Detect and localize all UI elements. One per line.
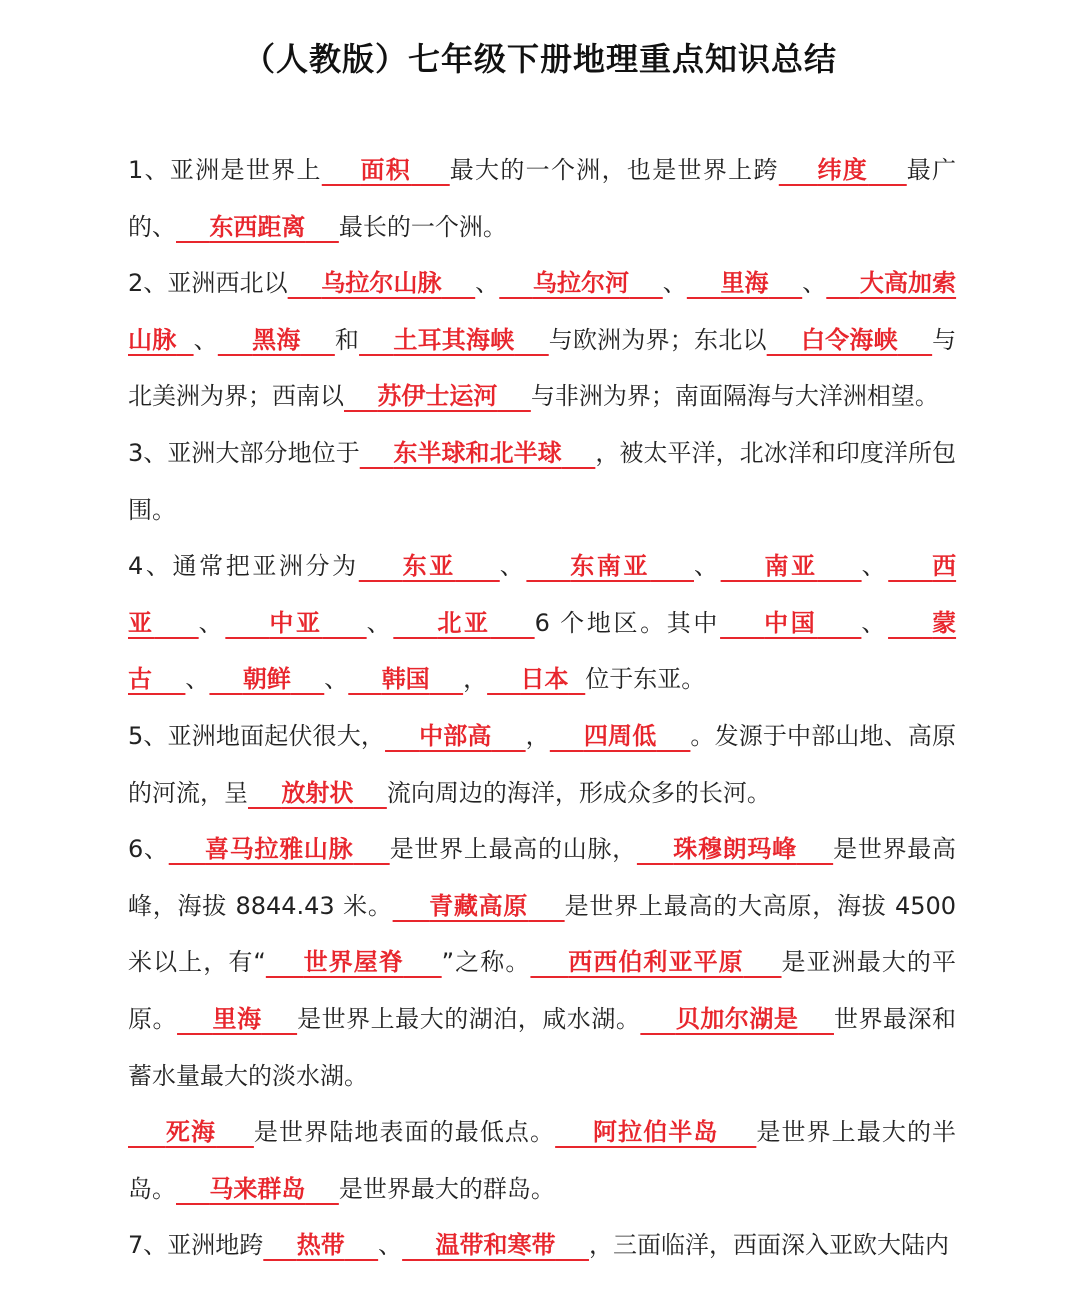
text: 流向周边的海洋，形成众多的长河。: [386, 778, 771, 807]
text: 是世界上最大的半岛。: [128, 1118, 957, 1203]
text: 最大的一个洲，也是世界上跨: [449, 156, 779, 184]
answer-blank: 蒙古: [128, 608, 957, 694]
answer-blank: 西亚: [128, 552, 957, 637]
answer-blank: 温带和寒带: [435, 1231, 556, 1260]
answer-blank: 里海: [212, 1004, 262, 1033]
answer-blank: 中部高: [419, 721, 492, 750]
text: 是亚洲最大的平原。: [128, 948, 957, 1033]
answer-blank: 贝加尔湖是: [675, 1004, 799, 1033]
answer-blank: 南亚: [764, 552, 818, 581]
text: 位于东亚。: [585, 665, 706, 694]
answer-blank: 死海: [165, 1118, 217, 1147]
text: 4、通常把亚洲分为: [128, 552, 359, 581]
paragraph-3: [128, 425, 956, 538]
answer-blank: 青藏高原: [429, 891, 529, 920]
text: 与非洲为界；南面隔海与大洋洲相望。: [530, 382, 939, 411]
answer-blank: 阿拉伯半岛: [592, 1118, 719, 1147]
text: 世界最深和蓄水量最大的淡水湖。: [128, 1004, 957, 1090]
answer-blank: 东亚: [402, 552, 456, 581]
answer-blank: 热带: [296, 1231, 345, 1260]
text: 、: [861, 608, 889, 637]
text: 与欧洲为界；东北以: [548, 325, 767, 354]
text: 和: [334, 325, 360, 354]
text: 是世界最高峰，海拔 8844.43 米。: [128, 835, 957, 920]
text: 是世界上最大的湖泊，咸水湖。: [297, 1004, 641, 1033]
text: 、: [378, 1231, 403, 1260]
text: 、: [198, 608, 226, 637]
text: 、: [662, 269, 687, 298]
paragraph-5: [128, 708, 956, 821]
text: 是世界上最高的大高原，海拔 4500 米以上，有“: [128, 891, 957, 977]
text: 6、: [128, 835, 169, 864]
answer-blank: 世界屋脊: [303, 948, 404, 977]
answer-blank: 北亚: [437, 608, 491, 637]
answer-blank: 乌拉尔河: [532, 269, 630, 298]
text: 、: [193, 325, 218, 354]
text: ，被太平洋，北冰洋和印度洋所包围。: [128, 438, 957, 524]
answer-blank: 韩国: [381, 665, 430, 694]
text: ”之称。: [441, 948, 531, 977]
text: 、: [475, 269, 500, 298]
text: 最广的、: [128, 156, 957, 241]
text: 、: [802, 269, 827, 298]
answer-blank: 苏伊士运河: [377, 382, 498, 411]
answer-blank: 朝鲜: [242, 665, 291, 694]
answer-blank: 东南亚: [570, 552, 651, 581]
answer-blank: 乌拉尔山脉: [321, 269, 442, 298]
text: 1、亚洲是世界上: [128, 156, 322, 184]
paragraph-7: [128, 1217, 956, 1274]
answer-blank: 东半球和北半球: [393, 438, 562, 467]
answer-blank: 土耳其海峡: [393, 325, 515, 354]
text: 6 个地区。其中: [534, 608, 721, 637]
text: 、: [499, 552, 527, 581]
text: ，三面临洋，西面深入亚欧大陆内: [588, 1231, 949, 1260]
answer-blank: 东西距离: [209, 212, 306, 241]
text: 、: [185, 665, 210, 694]
text: 、: [366, 608, 394, 637]
text: 、: [861, 552, 889, 581]
answer-blank: 纬度: [817, 156, 869, 184]
text: 与北美洲为界；西南以: [128, 325, 957, 411]
paragraph-6: [128, 821, 956, 1104]
answer-blank: 面积: [360, 156, 412, 184]
answer-blank: 珠穆朗玛峰: [673, 835, 797, 864]
text: 2、亚洲西北以: [128, 269, 288, 298]
paragraph-1: [128, 142, 956, 255]
text: ，: [463, 665, 488, 694]
text: 。发源于中部山地、高原的河流，呈: [128, 721, 957, 807]
answer-blank: 中国: [764, 608, 818, 637]
text: 5、亚洲地面起伏很大，: [128, 721, 386, 750]
paragraph-6-continued: [128, 1104, 956, 1217]
answer-blank: 西西伯利亚平原: [568, 948, 744, 977]
text: 、: [324, 665, 349, 694]
answer-blank: 日本: [520, 665, 569, 694]
paragraph-2: [128, 255, 956, 425]
text: ，: [525, 721, 550, 750]
paragraph-4: [128, 538, 956, 708]
text: 3、亚洲大部分地位于: [128, 438, 360, 467]
answer-blank: 喜马拉雅山脉: [205, 835, 354, 864]
answer-blank: 大高加索山脉: [128, 269, 957, 354]
answer-blank: 里海: [720, 269, 769, 298]
text: 是世界陆地表面的最低点。: [253, 1118, 556, 1147]
answer-blank: 白令海峡: [800, 325, 898, 354]
answer-blank: 黑海: [252, 325, 301, 354]
text: 、: [693, 552, 721, 581]
text: 7、亚洲地跨: [128, 1231, 264, 1260]
text: 是世界上最高的山脉，: [389, 835, 637, 864]
answer-blank: 放射状: [281, 778, 354, 807]
answer-blank: 中亚: [269, 608, 323, 637]
text: 是世界最大的群岛。: [338, 1174, 555, 1203]
text: 最长的一个洲。: [338, 212, 507, 241]
page-title: （人教版）七年级下册地理重点知识总结: [242, 40, 837, 78]
document-body: [128, 142, 956, 1274]
answer-blank: 马来群岛: [209, 1174, 306, 1203]
answer-blank: 四周低: [583, 721, 657, 750]
